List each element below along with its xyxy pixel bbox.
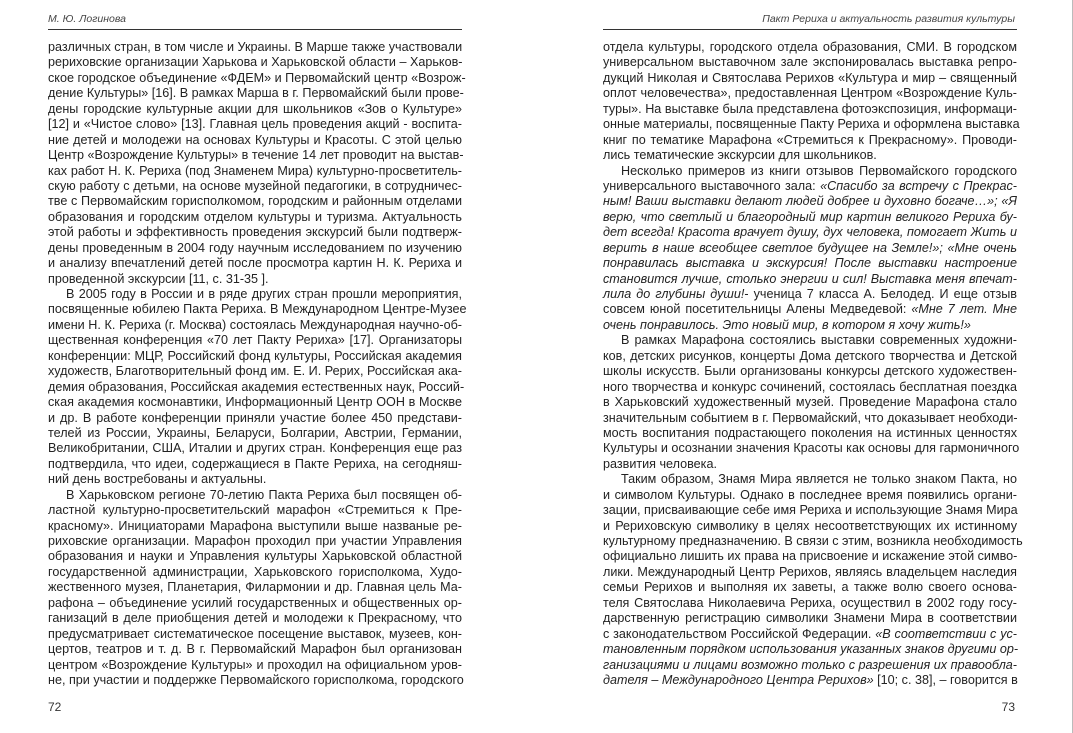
text-line: ний день востребованы и актуальны.: [48, 472, 267, 487]
text-line: [12] и «Чистое слово» [13]. Главная цель проведения акций - воспита-: [48, 117, 462, 132]
text-line: образования и городским отделом культуры и туризма. Актуальность: [48, 209, 462, 224]
text-line: Культуры и осознании значения Красоты как основы для гармоничного: [603, 441, 1020, 456]
text-line: семьи Рерихов и выполняя их заветы, а также волю своего основа-: [603, 580, 1017, 595]
italic-quote: ным! Ваши выставки делают людей добрее и духовно богаче…»; «Я: [603, 194, 1017, 209]
text-line: риховские организации. Марафон проходил при участии Управления: [48, 534, 462, 548]
text-line: лись тематические экскурсии для школьников.: [603, 148, 877, 163]
text-line: Несколько примеров из книги отзывов Первомайского городского: [621, 163, 1017, 178]
text-line: туры». На выставке была представлена фотоэкспозиция, информаци-: [603, 101, 1017, 116]
text-segment: с законодательством Российской Федерации.: [603, 626, 876, 641]
text-line: ская академия космонавтики, Информационный Центр ООН в Москве: [48, 395, 462, 410]
text-line: В 2005 году в России и в ряде других стран прошли мероприятия,: [66, 287, 462, 301]
text-line: ганизаций в деле приобщения детей и молодежи к Прекрасному, что: [48, 611, 462, 626]
header-rule: [603, 29, 1017, 30]
text-line: художеств, Благотворительный фонд им. Е. И. Рерих, Российская ака-: [48, 364, 462, 379]
text-line: имени Н. К. Рериха (г. Москва) состоялась Международная научно-об-: [48, 317, 462, 332]
text-line: дение Культуры» [16]. В рамках Марша в г. Первомайский были прове-: [48, 86, 464, 101]
italic-quote: верю, что светлый и благородный мир картин великого Рериха бу-: [603, 209, 1017, 224]
text-line: мость воспитания подрастающего поколения на истинных ценностях: [603, 425, 1017, 440]
text-line: оплот человечества», предоставленная Центром «Возрождение Куль-: [603, 86, 1017, 101]
italic-quote: очень понравилось. Это новый мир, в котором я хочу жить!»: [603, 317, 971, 332]
text-line: различных стран, в том числе и Украины. В Марше также участвовали: [48, 40, 463, 54]
text-line: [603, 272, 1017, 287]
text-line: Великобритании, США, Италии и других стран. Конференция еще раз: [48, 441, 462, 456]
text-line: лики. Международный Центр Рерихов, являясь владельцем наследия: [603, 564, 1017, 579]
text-line: ластной культурно-просветительский марафон «Стремиться к Пре-: [48, 503, 462, 518]
text-line: красному». Инициаторами Марафона выступили выше названые ре-: [48, 518, 462, 533]
text-line: Центр «Возрождение Культуры» в течение 14 лет проводит на выстав-: [48, 148, 464, 163]
text-line: В рамках Марафона состоялись выставки современных художни-: [621, 333, 1017, 348]
text-line: ках работ Н. К. Рериха (под Знаменем Мира) культурно-просветитель-: [48, 163, 462, 178]
text-line: тве с Первомайским горисполкомом, городским и районным отделами: [48, 194, 462, 209]
text-line: [603, 642, 1017, 657]
text-segment: [10; с. 38], – говорится в: [873, 672, 1018, 687]
text-line: ков, детских рисунков, концерты Дома детского творчества и Детской: [603, 348, 1017, 363]
text-line: [603, 256, 1017, 271]
page-body: [603, 40, 1023, 688]
running-header-title: Пакт Рериха и актуальность развития культуры: [762, 13, 1015, 25]
text-line: дарственную регистрацию символики Знамени Мира в соответствии: [603, 611, 1017, 626]
text-line: и символом Культуры. Однако в последнее время появились органи-: [603, 487, 1017, 502]
italic-quote: лила до глубины души!: [603, 287, 745, 301]
text-line: дены городские культурные акции для школьников «Зов о Культуре»: [48, 101, 462, 116]
text-line: книг по тематике Марафона «Стремиться к Прекрасному». Проводи-: [603, 132, 1017, 147]
italic-quote: «Спасибо за встречу с Прекрас-: [820, 178, 1017, 193]
text-line: демия образования, Российская академия естественных наук, Россий-: [48, 379, 465, 394]
text-line: и др. В работе конференции приняли участие более 450 представи-: [48, 410, 462, 425]
text-segment: совсем юной посетительницы Алены Медведевой:: [603, 302, 912, 317]
running-header-author: М. Ю. Логинова: [48, 13, 126, 25]
page-right: [530, 0, 1073, 733]
text-line: официально лишить их права на присвоение и искажение этой симво-: [603, 549, 1018, 564]
text-line: и анализу впечатлений детей после просмотра картин Н. К. Рериха и: [48, 256, 462, 271]
text-line: дены проведенным в 2004 году научным исследованием по изучению: [48, 240, 462, 255]
text-line: отдела культуры, городского отдела образования, СМИ. В городском: [603, 40, 1017, 54]
text-line: теля Святослава Николаевича Рериха, осуществил в 2002 году госу-: [603, 595, 1017, 610]
text-line: [603, 194, 1017, 209]
text-line: конференции: МЦР, Российский фонд культуры, Российская академия: [48, 348, 462, 363]
text-line: не, при участии и поддержке Первомайского горисполкома, городского: [48, 672, 464, 687]
text-line: зации, присваивающие себе имя Рериха и использующие Знамя Мира: [603, 503, 1018, 518]
text-line: рафона – объединение усилий государственных и общественных ор-: [48, 595, 462, 610]
italic-quote: «Мне 7 лет. Мне: [911, 302, 1017, 317]
text-line: [603, 287, 1017, 302]
text-line: [603, 179, 1017, 194]
text-line: предусматривает систематическое посещение выставок, музеев, кон-: [48, 626, 462, 641]
text-line: В Харьковском регионе 70-летию Пакта Рериха был посвящен об-: [66, 487, 462, 502]
text-line: ного творчества и конкурс сочинений, состоялась бесплатная поездка: [603, 379, 1017, 394]
italic-quote: дет всегда! Красота врачует душу, дух человека, помогает Жить и: [603, 225, 1017, 240]
text-line: государственной администрации, Харьковского горисполкома, Худо-: [48, 564, 462, 579]
text-line: дукций Николая и Святослава Рерихов «Культура и мир – священный: [603, 70, 1017, 85]
text-line: развития человека.: [603, 456, 717, 471]
italic-quote: ганизациями и лицами возможно только с разрешения их правообла-: [603, 657, 1017, 672]
text-line: [603, 210, 1017, 225]
text-line: и Рериховскую символику в целях несоответствующих их истинному: [603, 518, 1017, 533]
text-line: цертов, театров и т. д. В г. Первомайский Марафон был организован: [48, 642, 462, 657]
text-line: [603, 225, 1017, 240]
text-segment: - ученица 7 класса А. Белодед. И еще отзыв: [744, 287, 1017, 301]
italic-quote: верить в наше всеобщее светлое будущее на Земле!»; «Мне очень: [603, 240, 1017, 255]
text-line: этой работы и эффективность проведения экскурсий были подтверж-: [48, 225, 462, 240]
text-line: [603, 318, 1017, 333]
text-line: онные материалы, посвященные Пакту Рериха и оформлена выставка: [603, 117, 1020, 132]
text-line: в Харьковский художественный музей. Проведение Марафона стало: [603, 395, 1017, 410]
text-line: [603, 241, 1017, 256]
text-line: проведенной экскурсии [11, с. 31-35 ].: [48, 271, 269, 286]
page-left: [0, 0, 530, 733]
italic-quote: «В соответствии с ус-: [875, 626, 1017, 641]
page-number: 72: [48, 700, 62, 714]
header-rule: [48, 29, 462, 30]
text-line: телей из России, Украины, Беларуси, Болгарии, Австрии, Германии,: [48, 425, 462, 440]
text-line: рериховские организации Харькова и Харьковской области – Харьков-: [48, 55, 463, 70]
text-line: щественная конференция «70 лет Пакту Рериха» [17]. Организаторы: [48, 333, 462, 348]
text-line: значительным событием в г. Первомайский, что доказывает необходи-: [603, 410, 1018, 425]
italic-quote: становится лучше, столько энергии и сил! Выставка меня впечат-: [603, 271, 1017, 286]
text-line: ние детей и молодежи на основах Культуры и Красоты. С этой целью: [48, 132, 462, 147]
text-line: образования и науки и Управления культуры Харьковской областной: [48, 549, 462, 564]
text-segment: универсального выставочного зала:: [603, 178, 821, 193]
italic-quote: тановленным порядком использования указанных знаков другими ор-: [603, 642, 1019, 657]
page-body: [48, 40, 467, 688]
text-line: [603, 627, 1017, 642]
italic-quote: понравилась выставка и экскурсия! После выставки настроение: [603, 256, 1017, 271]
text-line: жественного музея, Планетария, Филармонии и др. Главная цель Ма-: [48, 580, 462, 595]
text-line: посвященные юбилею Пакта Рериха. В Международном Центре-Музее: [48, 302, 467, 317]
text-line: ское городское объединение «ФДЕМ» и Первомайский центр «Возрож-: [48, 70, 466, 85]
text-line: центром «Возрождение Культуры» и проходил на официальном уров-: [48, 657, 462, 672]
text-line: [603, 673, 1017, 688]
italic-quote: дателя – Международного Центра Рерихов»: [603, 672, 874, 687]
text-line: [603, 302, 1017, 317]
text-line: Таким образом, Знамя Мира является не только знаком Пакта, но: [621, 472, 1017, 487]
page-number: 73: [1001, 700, 1015, 714]
text-line: подтвердила, что идеи, содержащиеся в Пакте Рериха, на сегодняш-: [48, 456, 462, 471]
text-line: культурному предназначению. В связи с этим, возникла необходимость: [603, 534, 1023, 548]
text-line: скую работу с детьми, на основе музейной педагогики, в сотрудничес-: [48, 178, 462, 193]
text-line: универсальном выставочном зале экспонировалась выставка репро-: [603, 55, 1017, 70]
text-line: школы искусств. Были организованы конкурсы детского художествен-: [603, 364, 1017, 379]
text-line: [603, 658, 1017, 673]
